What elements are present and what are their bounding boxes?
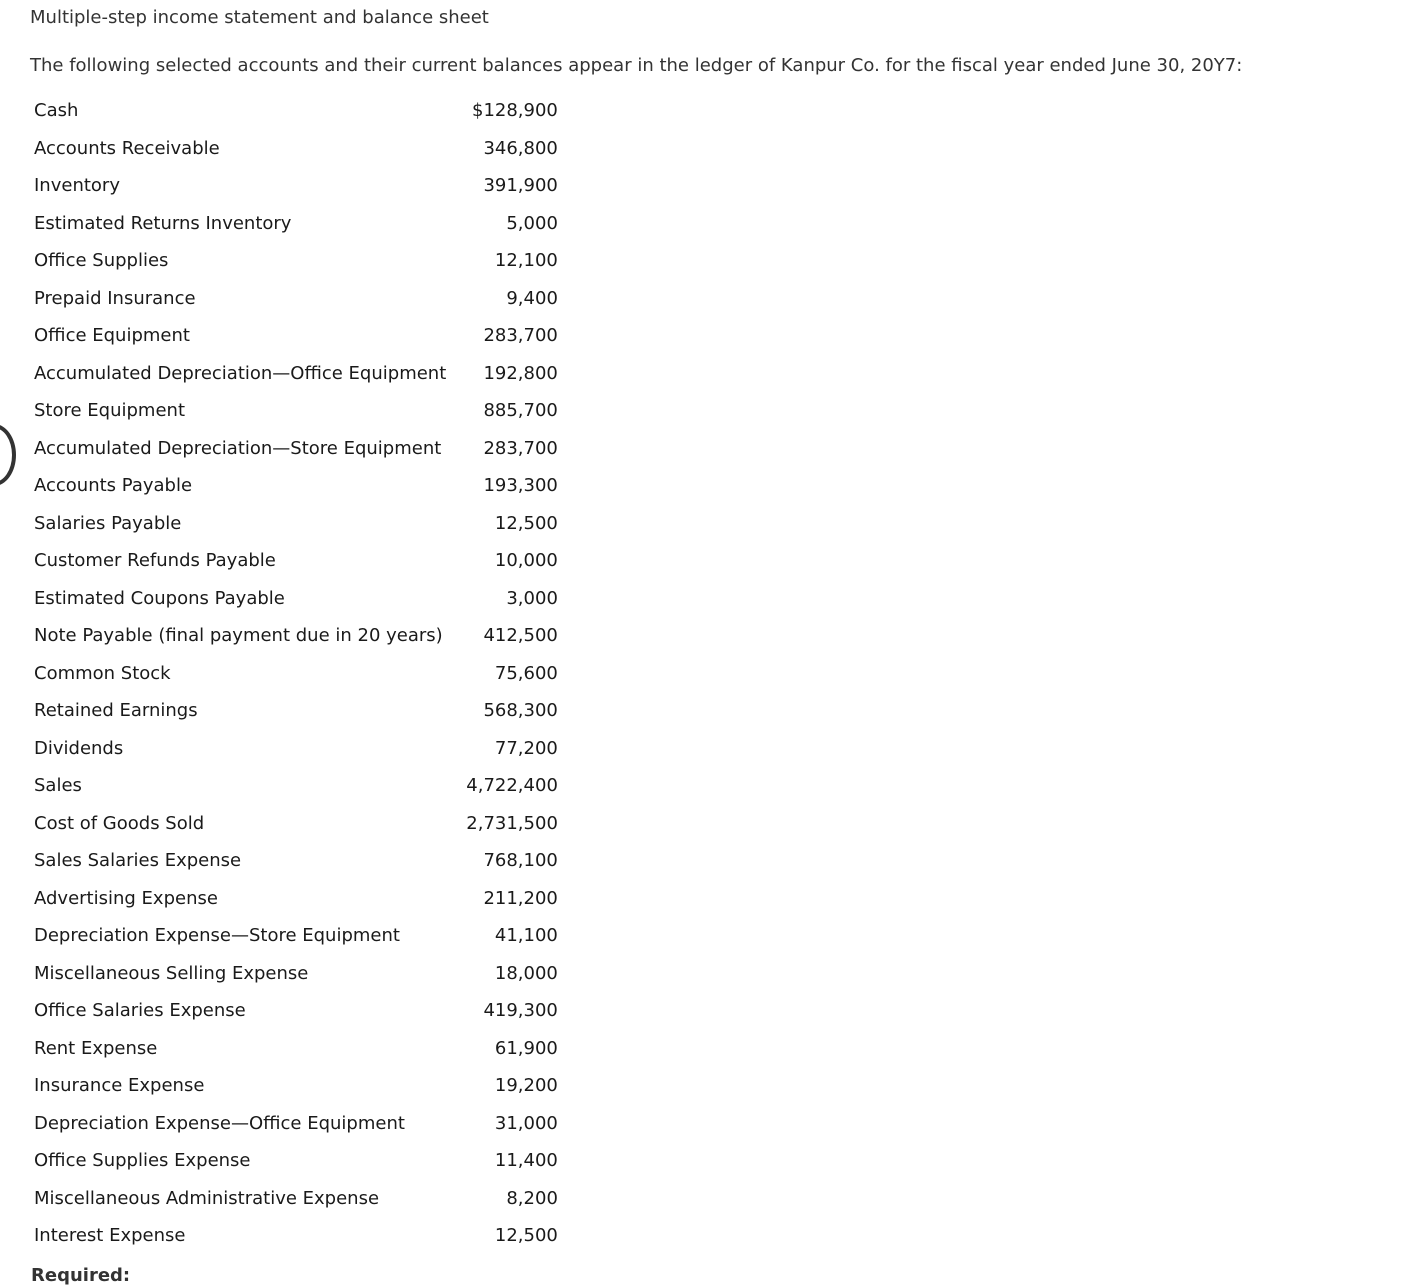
account-name: Inventory (34, 175, 120, 197)
account-amount: 11,400 (494, 1150, 558, 1172)
account-amount: 12,500 (494, 512, 558, 534)
ledger-row (34, 1142, 558, 1180)
ledger-row (34, 280, 558, 318)
ledger-row (34, 392, 558, 430)
account-name: Cash (34, 100, 79, 122)
ledger-row (34, 767, 558, 805)
account-amount: 10,000 (494, 550, 558, 572)
account-name: Estimated Coupons Payable (34, 587, 285, 609)
ledger-body (34, 92, 558, 1255)
intro-text: The following selected accounts and their current balances appear in the ledger of Kanpur Co. for the fiscal year ended June 30, 20Y7: (30, 55, 1243, 76)
ledger-row (34, 655, 558, 693)
account-amount: 283,700 (483, 325, 558, 347)
ledger-row (34, 92, 558, 130)
account-amount: 77,200 (494, 737, 558, 759)
account-name: Miscellaneous Administrative Expense (34, 1187, 380, 1209)
account-name: Dividends (34, 737, 124, 759)
account-amount: $128,900 (472, 100, 558, 122)
ledger-row (34, 992, 558, 1030)
account-name: Office Supplies Expense (34, 1150, 251, 1172)
ledger-row (34, 1030, 558, 1068)
account-name: Store Equipment (34, 400, 186, 422)
account-name: Cost of Goods Sold (34, 812, 205, 834)
account-amount: 75,600 (494, 662, 558, 684)
account-name: Common Stock (34, 662, 171, 684)
account-amount: 8,200 (506, 1187, 558, 1209)
account-amount: 391,900 (483, 175, 558, 197)
account-name: Sales (34, 775, 82, 797)
account-amount: 18,000 (494, 962, 558, 984)
ledger-row (34, 430, 558, 468)
account-amount: 12,500 (494, 1225, 558, 1247)
ledger-row (34, 317, 558, 355)
ledger-row (34, 1217, 558, 1255)
ledger-row (34, 842, 558, 880)
account-name: Sales Salaries Expense (34, 850, 242, 872)
account-name: Depreciation Expense—Store Equipment (34, 925, 400, 947)
account-amount: 3,000 (506, 587, 558, 609)
account-name: Advertising Expense (34, 887, 218, 909)
ledger-row (34, 205, 558, 243)
ledger-row (34, 917, 558, 955)
account-name: Retained Earnings (34, 700, 198, 722)
account-name: Office Equipment (34, 325, 190, 347)
account-name: Accounts Payable (34, 475, 193, 497)
account-amount: 4,722,400 (466, 775, 558, 797)
ledger-row (34, 542, 558, 580)
account-name: Customer Refunds Payable (34, 550, 276, 572)
ledger-row (34, 355, 558, 393)
account-name: Miscellaneous Selling Expense (34, 962, 309, 984)
account-amount: 346,800 (483, 137, 558, 159)
ledger-row (34, 880, 558, 918)
account-name: Insurance Expense (34, 1075, 205, 1097)
account-amount: 193,300 (483, 475, 558, 497)
account-name: Estimated Returns Inventory (34, 212, 292, 234)
ledger-row (34, 1105, 558, 1143)
account-name: Salaries Payable (34, 512, 182, 534)
ring-marker (0, 424, 16, 486)
account-name: Office Salaries Expense (34, 1000, 246, 1022)
ledger-row (34, 580, 558, 618)
account-name: Accumulated Depreciation—Store Equipment (34, 437, 442, 459)
ledger-row (34, 242, 558, 280)
account-name: Depreciation Expense—Office Equipment (34, 1112, 405, 1134)
account-amount: 31,000 (494, 1112, 558, 1134)
page-title: Multiple-step income statement and balance sheet (30, 7, 489, 28)
account-name: Rent Expense (34, 1037, 158, 1059)
account-name: Note Payable (final payment due in 20 years) (34, 625, 443, 647)
ledger-row (34, 805, 558, 843)
account-amount: 9,400 (506, 287, 558, 309)
account-amount: 211,200 (483, 887, 558, 909)
account-amount: 5,000 (506, 212, 558, 234)
account-name: Office Supplies (34, 250, 169, 272)
ledger-row (34, 617, 558, 655)
account-amount: 19,200 (494, 1075, 558, 1097)
account-name: Accumulated Depreciation—Office Equipment (34, 362, 447, 384)
account-amount: 283,700 (483, 437, 558, 459)
ledger-row (34, 955, 558, 993)
account-amount: 885,700 (483, 400, 558, 422)
ledger-row (34, 130, 558, 168)
ledger-row (34, 692, 558, 730)
account-amount: 419,300 (483, 1000, 558, 1022)
account-amount: 12,100 (494, 250, 558, 272)
account-amount: 412,500 (483, 625, 558, 647)
ledger-row (34, 467, 558, 505)
ledger-row (34, 730, 558, 768)
ledger-row (34, 505, 558, 543)
account-amount: 2,731,500 (466, 812, 558, 834)
ledger-row (34, 1067, 558, 1105)
required-heading: Required: (31, 1265, 131, 1286)
account-amount: 192,800 (483, 362, 558, 384)
account-amount: 61,900 (494, 1037, 558, 1059)
ledger-row (34, 167, 558, 205)
account-amount: 768,100 (483, 850, 558, 872)
account-name: Prepaid Insurance (34, 287, 196, 309)
account-name: Interest Expense (34, 1225, 186, 1247)
account-amount: 568,300 (483, 700, 558, 722)
account-name: Accounts Receivable (34, 137, 220, 159)
ledger-table (34, 92, 558, 1255)
ledger-row (34, 1180, 558, 1218)
account-amount: 41,100 (494, 925, 558, 947)
